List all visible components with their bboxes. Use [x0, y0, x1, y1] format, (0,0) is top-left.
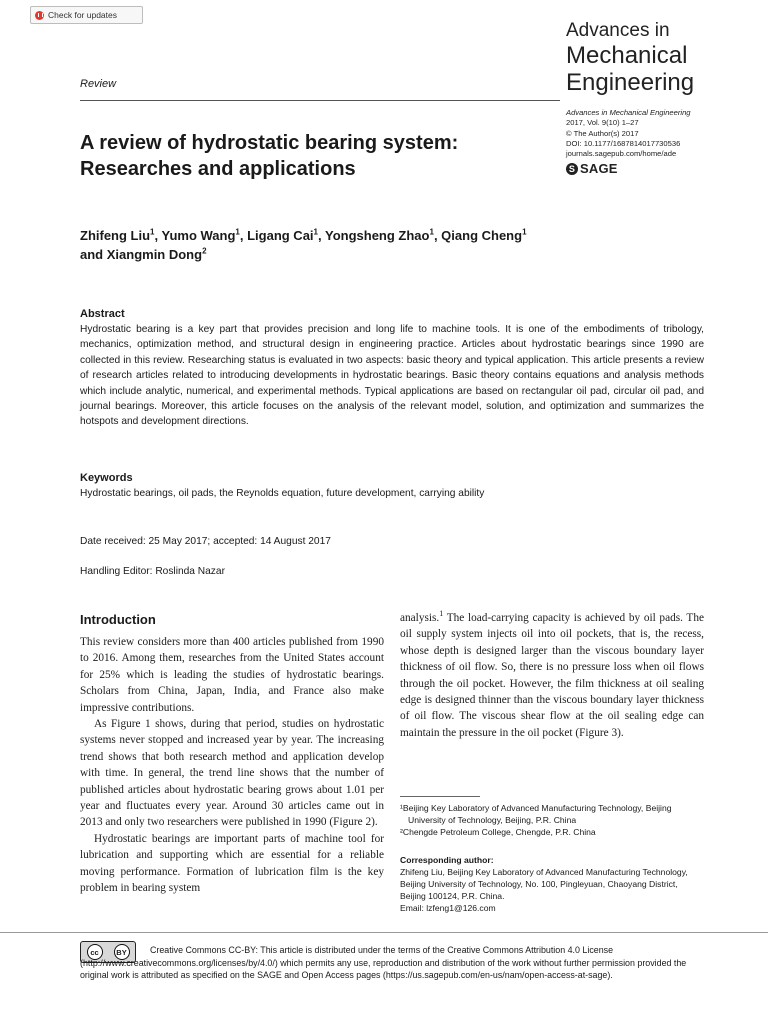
sage-logo	[566, 163, 691, 175]
author-list: Zhifeng Liu$^1$, Yumo Wang$^1$, Ligang Cai$^1$, Yongsheng Zhao$^1$, Qiang Cheng$^1$ and Xiangmin Dong$^2$	[80, 227, 527, 262]
section-label: Review	[80, 78, 117, 90]
journal-brand-line2: Mechanical	[566, 42, 688, 69]
paragraph: analysis.$^1$ The load-carrying capacity is achieved by oil pads. The oil supply system injects oil into oil pockets, that is, the recess, whose depth is designed larger than the viscous boundary layer thickness of oil flow. So, there is no pressure loss when oil flows through the oil pocket. However, the film thickness at oil sealing edge is designed thinner than the viscous boundary layer thickness of oil flow. The viscous shear flow at the oil sealing edge can maintain the pressure in the oil pocket (Figure 3).	[400, 609, 704, 739]
attribution-icon: BY	[114, 944, 130, 960]
handling-editor: Handling Editor: Roslinda Nazar	[80, 566, 225, 577]
journal-brand	[566, 20, 766, 96]
meta-url[interactable]: journals.sagepub.com/home/ade	[566, 149, 677, 159]
sage-s-icon: S	[566, 163, 578, 175]
meta-volume: 2017, Vol. 9(10) 1–27	[566, 118, 639, 128]
affiliation-2: ²Chengde Petroleum College, Chengde, P.R. China	[400, 827, 596, 837]
author-name: Yumo Wang	[161, 228, 236, 243]
introduction-heading: Introduction	[80, 612, 156, 627]
sage-logo-text: SAGE	[580, 161, 618, 177]
footer-divider	[0, 932, 768, 933]
keywords-heading: Keywords	[80, 472, 133, 484]
corresponding-author	[400, 854, 704, 914]
check-for-updates-badge[interactable]	[30, 6, 143, 24]
meta-copyright: © The Author(s) 2017	[566, 128, 639, 138]
meta-doi[interactable]: DOI: 10.1177/1687814017730536	[566, 138, 681, 148]
keywords-text: Hydrostatic bearings, oil pads, the Reynolds equation, future development, carrying ability	[80, 488, 485, 499]
abstract-text: Hydrostatic bearing is a key part that provides precision and long life to machine tools. It is one of the embodiments of tribology, mechanics, optimization method, and structural design in engineering practice. Articles about hydrostatic bearings since 1990 are collected in this review. Researching status is evaluated in two aspects: basic theory and typical application. This article presents a review of research articles related to introducing developments in hydrostatic bearings. Basic theory contains equations and analysis methods which include analytic, numerical, and experimental methods. Typical applications are based on rectangular oil pad, circular oil pad, and journal bearings. Moreover, this article focuses on the analysis of the relevant model, solution, and optimization and summarizes the hotspots and development directions.	[80, 324, 704, 428]
author-name: Qiang Cheng	[441, 228, 523, 243]
corresponding-author-address: Zhifeng Liu, Beijing Key Laboratory of Advanced Manufacturing Technology, Beijing University of Technology, No. 100, Pingleyuan, Chaoyang District, Beijing 100124, P.R. China.	[400, 867, 688, 901]
check-for-updates-label: Check for updates	[48, 10, 117, 20]
creative-commons-icon: cc	[87, 944, 103, 960]
paragraph: Hydrostatic bearings are important parts of machine tool for lubrication and supporting which are essential for a reliable moving performance. Formation of lubrication film is the key problem in bearing system	[80, 832, 384, 895]
affiliations	[400, 802, 704, 838]
corresponding-author-heading: Corresponding author:	[400, 855, 494, 865]
author-name: Zhifeng Liu	[80, 228, 151, 243]
author-name: Ligang Cai	[247, 228, 314, 243]
journal-brand-line1: Advances in	[566, 20, 670, 41]
header-divider	[80, 100, 560, 101]
affiliation-divider	[400, 796, 480, 797]
paragraph: This review considers more than 400 articles published from 1990 to 2016. Among them, researches from the United States account for 25% which is leading the studies of hydrostatic bearings. Scholars from China, Japan, India, and France also make impressive contributions.	[80, 636, 384, 714]
update-icon	[35, 11, 44, 20]
date-received: Date received: 25 May 2017; accepted: 14 August 2017	[80, 536, 331, 547]
body-column-left	[80, 634, 384, 897]
affiliation-1: ¹Beijing Key Laboratory of Advanced Manufacturing Technology, Beijing University of Technology, Beijing, P.R. China	[400, 803, 672, 825]
article-title: A review of hydrostatic bearing system: Researches and applications	[80, 132, 459, 180]
journal-brand-line3: Engineering	[566, 69, 695, 96]
license-text: Creative Commons CC-BY: This article is distributed under the terms of the Creative Commons Attribution 4.0 License (http://www.creativecommons.org/licenses/by/4.0/) which permits any use, reproduction and distribution of the work without further permission provided the original work is attributed as specified on the SAGE and Open Access pages (https://us.sagepub.com/en-us/nam/open-access-at-sage).	[80, 945, 687, 981]
author-name: Yongsheng Zhao	[325, 228, 430, 243]
abstract-heading: Abstract	[80, 308, 125, 320]
author-name: Xiangmin Dong	[106, 247, 203, 262]
reference-marker[interactable]: 1	[439, 609, 444, 619]
paragraph: As Figure 1 shows, during that period, studies on hydrostatic systems never stopped and increased year by year. The increasing trend shows that both research method and application develop with time. In general, the trend line shows that the number of published articles about hydrostatic bearing grows about 1.01 per year and fluctuates every year. Around 30 articles came out in 2013 and only two researchers were published in 1990 (Figure 2).	[80, 718, 384, 829]
body-column-right	[400, 610, 704, 741]
corresponding-author-email[interactable]: Email: lzfeng1@126.com	[400, 903, 496, 913]
meta-journal-name: Advances in Mechanical Engineering	[566, 108, 691, 117]
article-meta	[566, 108, 691, 175]
